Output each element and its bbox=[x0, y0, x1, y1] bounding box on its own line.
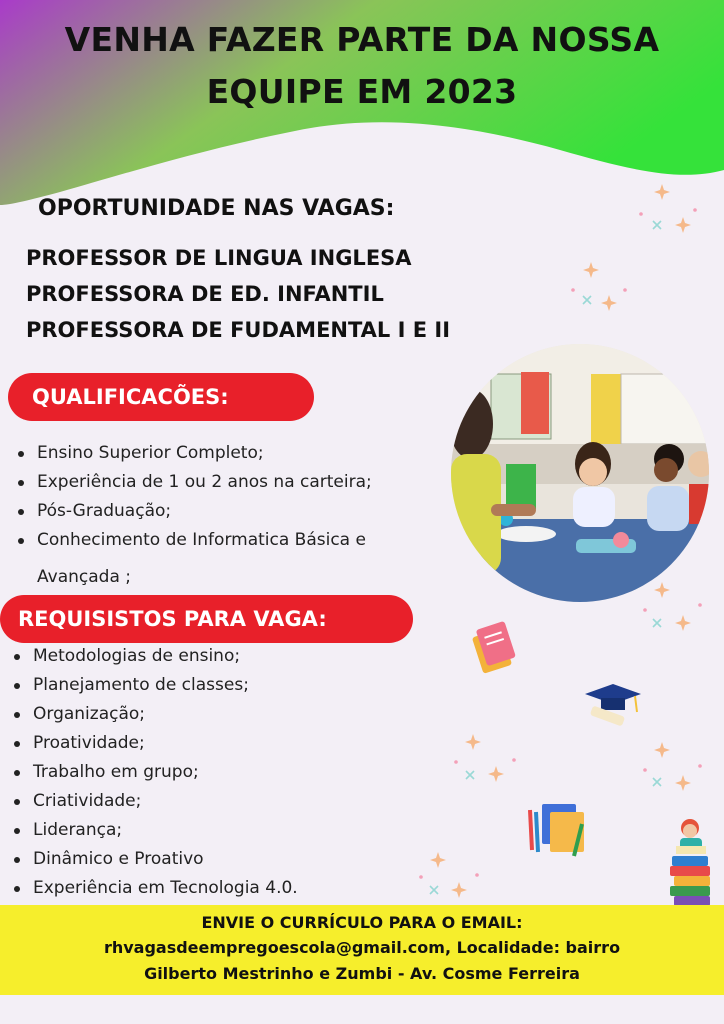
requirement-item: Experiência em Tecnologia 4.0. bbox=[12, 874, 432, 903]
footer-email-line: rhvagasdeempregoescola@gmail.com, Localidade: bairro bbox=[103, 938, 621, 957]
requirement-item: Organização; bbox=[12, 700, 432, 729]
title-line-1: VENHA FAZER PARTE DA NOSSA bbox=[64, 20, 660, 59]
classroom-photo bbox=[451, 344, 709, 602]
footer-line-1: ENVIE O CURRÍCULO PARA O EMAIL: bbox=[201, 913, 523, 932]
footer-address-line: Gilberto Mestrinho e Zumbi - Av. Cosme Ferreira bbox=[144, 964, 580, 983]
requirement-item: Proatividade; bbox=[12, 729, 432, 758]
qualifications-heading: QUALIFICACÕES: bbox=[8, 373, 314, 421]
title-line-2: EQUIPE EM 2023 bbox=[206, 72, 518, 111]
page-title bbox=[0, 14, 724, 118]
notebooks-icon bbox=[470, 621, 518, 674]
requirement-item: Planejamento de classes; bbox=[12, 671, 432, 700]
requirements-heading: REQUISISTOS PARA VAGA: bbox=[0, 595, 413, 643]
qualification-item-continuation: Avançada ; bbox=[37, 567, 131, 587]
vaga-item: PROFESSOR DE LINGUA INGLESA bbox=[26, 246, 412, 270]
requirement-item: Dinâmico e Proativo bbox=[12, 845, 432, 874]
vaga-item: PROFESSORA DE ED. INFANTIL bbox=[26, 282, 384, 306]
opportunities-heading: OPORTUNIDADE NAS VAGAS: bbox=[38, 196, 395, 221]
requirement-item: Trabalho em grupo; bbox=[12, 758, 432, 787]
girl-reading-books-icon bbox=[670, 819, 710, 906]
vaga-item: PROFESSORA DE FUDAMENTAL I E II bbox=[26, 318, 451, 342]
requirement-item: Criatividade; bbox=[12, 787, 432, 816]
qualifications-list bbox=[16, 439, 436, 555]
requirements-list bbox=[12, 642, 432, 903]
qualification-item: Conhecimento de Informatica Básica e bbox=[16, 526, 436, 555]
requirement-item: Metodologias de ensino; bbox=[12, 642, 432, 671]
vagas-list bbox=[26, 240, 450, 348]
qualification-item: Experiência de 1 ou 2 anos na carteira; bbox=[16, 468, 436, 497]
qualification-item: Pós-Graduação; bbox=[16, 497, 436, 526]
contact-footer bbox=[0, 905, 724, 995]
books-pencils-icon bbox=[530, 804, 584, 856]
requirement-item: Liderança; bbox=[12, 816, 432, 845]
graduation-cap-icon bbox=[585, 684, 641, 726]
qualification-item: Ensino Superior Completo; bbox=[16, 439, 436, 468]
